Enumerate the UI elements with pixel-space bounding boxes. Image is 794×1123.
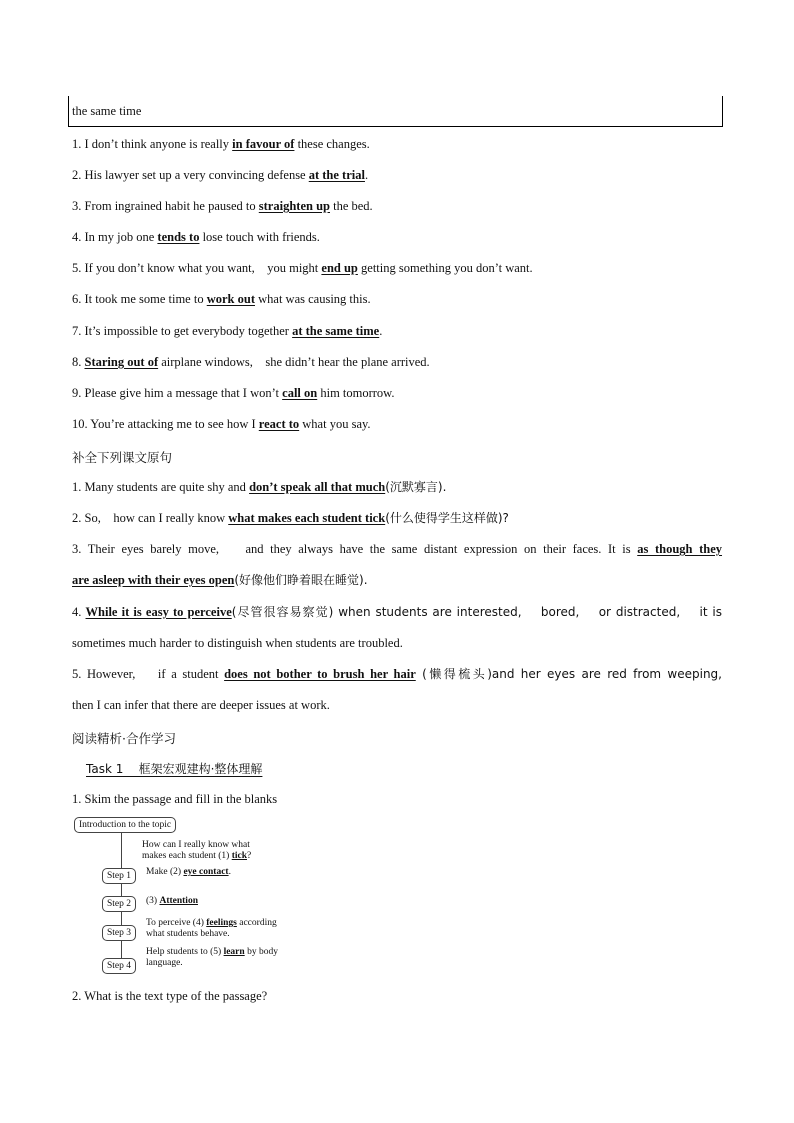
answer-blank: don’t speak all that much <box>249 480 386 494</box>
answer-blank: in favour of <box>232 137 295 151</box>
fill-sentence-4: 4. In my job one tends to lose touch with friends. <box>72 230 320 244</box>
fill-sentence-2: 2. His lawyer set up a very convincing defense at the trial. <box>72 168 369 182</box>
fill-sentence-9: 9. Please give him a message that I won’t call on him tomorrow. <box>72 386 395 400</box>
answer-blank: are asleep with their eyes open <box>72 573 235 587</box>
answer-blank: tick <box>231 851 248 861</box>
intro-box: Introduction to the topic <box>74 817 176 833</box>
answer-blank: feelings <box>206 918 237 928</box>
task-1-question-1: 1. Skim the passage and fill in the blanks <box>72 792 278 806</box>
fill-sentence-7: 7. It’s impossible to get everybody together at the same time. <box>72 324 383 338</box>
answer-blank: straighten up <box>258 199 330 213</box>
complete-sentence-3-line-1: 3. Their eyes barely move, and they always have the same distant expression on their faces. It is as though they <box>72 542 723 556</box>
fill-sentence-6: 6. It took me some time to work out what was causing this. <box>72 292 371 306</box>
complete-sentence-5-line-2: then I can infer that there are deeper issues at work. <box>72 698 330 712</box>
step-3-text: To perceive (4) feelings according what students behave. <box>146 918 277 939</box>
answer-blank: Staring out of <box>84 355 159 369</box>
task-1-heading: Task 1 框架宏观建构·整体理解 <box>86 762 263 776</box>
step-4-box: Step 4 <box>102 958 136 974</box>
answer-blank: work out <box>206 292 255 306</box>
fill-sentence-1: 1. I don’t think anyone is really in favour of these changes. <box>72 137 370 151</box>
answer-blank: what makes each student tick <box>228 511 386 525</box>
answer-blank: end up <box>321 261 358 275</box>
answer-blank: tends to <box>157 230 200 244</box>
intro-question: How can I really know what makes each student (1) tick? <box>142 840 252 861</box>
complete-sentence-4-line-2: sometimes much harder to distinguish when students are troubled. <box>72 636 403 650</box>
step-2-box: Step 2 <box>102 896 136 912</box>
step-1-text: Make (2) eye contact. <box>146 867 231 877</box>
answer-blank: While it is easy to perceive <box>85 605 232 619</box>
answer-blank: at the same time <box>292 324 380 338</box>
complete-sentence-4-line-1: 4. While it is easy to perceive(尽管很容易察觉) when students are interested, bored, or distracted, it is <box>72 605 722 619</box>
fill-sentence-8: 8. Staring out of airplane windows, she didn’t hear the plane arrived. <box>72 355 430 369</box>
complete-sentence-1: 1. Many students are quite shy and don’t speak all that much(沉默寡言). <box>72 480 447 494</box>
step-2-text: (3) Attention <box>146 896 198 906</box>
answer-blank: at the trial <box>308 168 365 182</box>
step-3-box: Step 3 <box>102 925 136 941</box>
section-heading-reading: 阅读精析·合作学习 <box>72 731 176 746</box>
step-1-box: Step 1 <box>102 868 136 884</box>
answer-blank: Attention <box>159 896 198 906</box>
answer-blank: react to <box>258 417 300 431</box>
answer-blank: eye contact <box>183 867 229 877</box>
complete-sentence-2: 2. So, how can I really know what makes each student tick(什么使得学生这样做)? <box>72 511 509 525</box>
answer-blank: learn <box>223 947 245 957</box>
answer-blank: as though they <box>637 542 723 556</box>
complete-sentence-5-line-1: 5. However, if a student does not bother to brush her hair (懒得梳头)and her eyes are red from weeping, <box>72 667 722 681</box>
section-heading-complete-sentences: 补全下列课文原句 <box>72 450 173 465</box>
fill-sentence-5: 5. If you don’t know what you want, you might end up getting something you don’t want. <box>72 261 533 275</box>
fill-sentence-10: 10. You’re attacking me to see how I react to what you say. <box>72 417 371 431</box>
complete-sentence-3-line-2: are asleep with their eyes open(好像他们睁着眼在睡觉). <box>72 573 368 587</box>
answer-blank: does not bother to brush her hair <box>224 667 416 681</box>
task-1-question-2: 2. What is the text type of the passage? <box>72 989 268 1003</box>
answer-blank: call on <box>282 386 318 400</box>
passage-structure-flowchart <box>74 816 314 978</box>
table-fragment-text: the same time <box>72 104 142 118</box>
table-fragment-cell <box>68 96 723 127</box>
fill-sentence-3: 3. From ingrained habit he paused to straighten up the bed. <box>72 199 373 213</box>
step-4-text: Help students to (5) learn by body language. <box>146 947 278 968</box>
